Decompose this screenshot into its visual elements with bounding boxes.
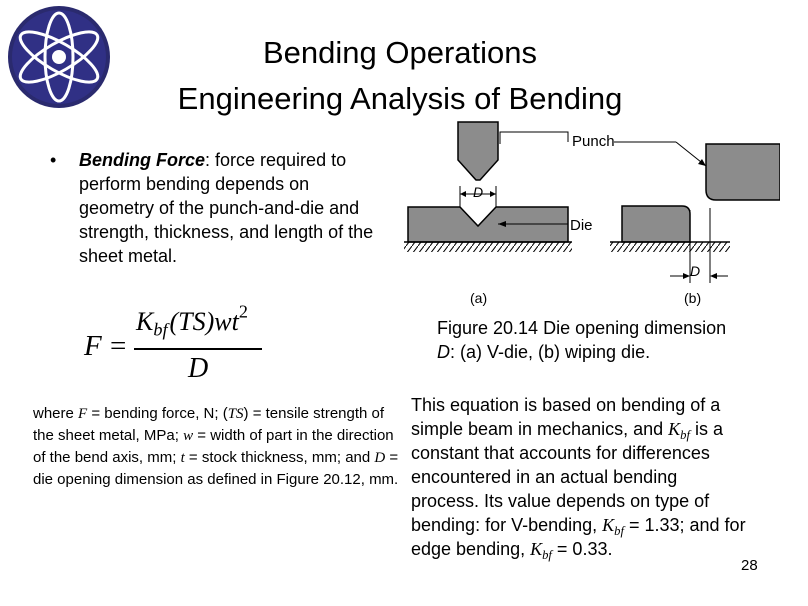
formula-numerator-rest: (TS)wt [169,307,239,336]
label-a: (a) [470,290,488,306]
where-text-6: = die opening dimension as defined in Figure 20.12, mm. [33,449,399,488]
explanation-kbf-1: K [668,419,681,439]
where-var-w: w [183,428,194,444]
explanation-kbf-2: K [602,515,615,535]
wiping-die [622,206,690,242]
formula-numerator [136,301,248,340]
formula-k: K [136,307,154,336]
label-b: (b) [684,290,702,306]
explanation-text-3: = 1.33; and for edge bending, [411,515,746,559]
formula-exponent: 2 [238,301,248,322]
where-var-ts: TS [227,406,244,422]
formula-lhs: F [84,330,102,362]
where-var-f: F [78,406,88,422]
formula-k-sub: bf [153,319,168,340]
figure-die-opening [400,118,780,308]
explanation-text-2: is a constant that accounts for differences encountered in an actual bending process. Its value depends on type of bending: for V-bending, [411,419,723,535]
slide-title-line1: Bending Operations [262,35,538,70]
explanation-text-1: This equation is based on bending of a simple beam in mechanics, and [411,395,721,439]
explanation-kbf-3: K [530,539,543,559]
caption-line2-rest: : (a) V-die, (b) wiping die. [450,342,651,362]
caption-d-var: D [437,342,450,362]
where-text-3: ) = tensile strength of the sheet metal, MPa; [33,405,385,444]
page-number: 28 [741,557,758,574]
bullet-paragraph [79,148,384,268]
where-text-1: where [33,405,79,422]
explanation-paragraph [411,393,746,561]
figure-caption [437,316,726,364]
bullet-text: : force required to perform bending depends on geometry of the punch-and-die and strength, thickness, and length of the sheet metal. [79,150,374,266]
caption-line2 [437,340,726,364]
label-d-b: D [690,263,701,279]
formula-equals: = [110,330,127,362]
label-punch: Punch [572,133,615,150]
where-text-5: = stock thickness, mm; and [184,449,375,466]
explanation-kbf-1-sub: bf [680,427,690,442]
caption-line1: Figure 20.14 Die opening dimension [437,318,727,338]
bullet-marker: • [50,150,57,170]
v-punch [458,122,498,180]
formula-denominator: D [188,353,209,384]
slide-title-line2: Engineering Analysis of Bending [177,81,623,116]
explanation-kbf-2-sub: bf [614,523,624,538]
where-paragraph [33,403,403,491]
label-die: Die [570,217,593,234]
where-var-t: t [180,450,185,466]
where-text-2: = bending force, N; ( [87,405,228,422]
wiping-punch [706,144,780,200]
where-var-d: D [374,450,386,466]
where-text-4: = width of part in the direction of the bend axis, mm; [33,427,394,466]
label-d-a: D [473,184,484,200]
fraction-bar [134,348,262,350]
explanation-kbf-3-sub: bf [542,547,552,562]
bullet-term: Bending Force [79,150,206,170]
explanation-text-4: = 0.33. [551,539,613,559]
